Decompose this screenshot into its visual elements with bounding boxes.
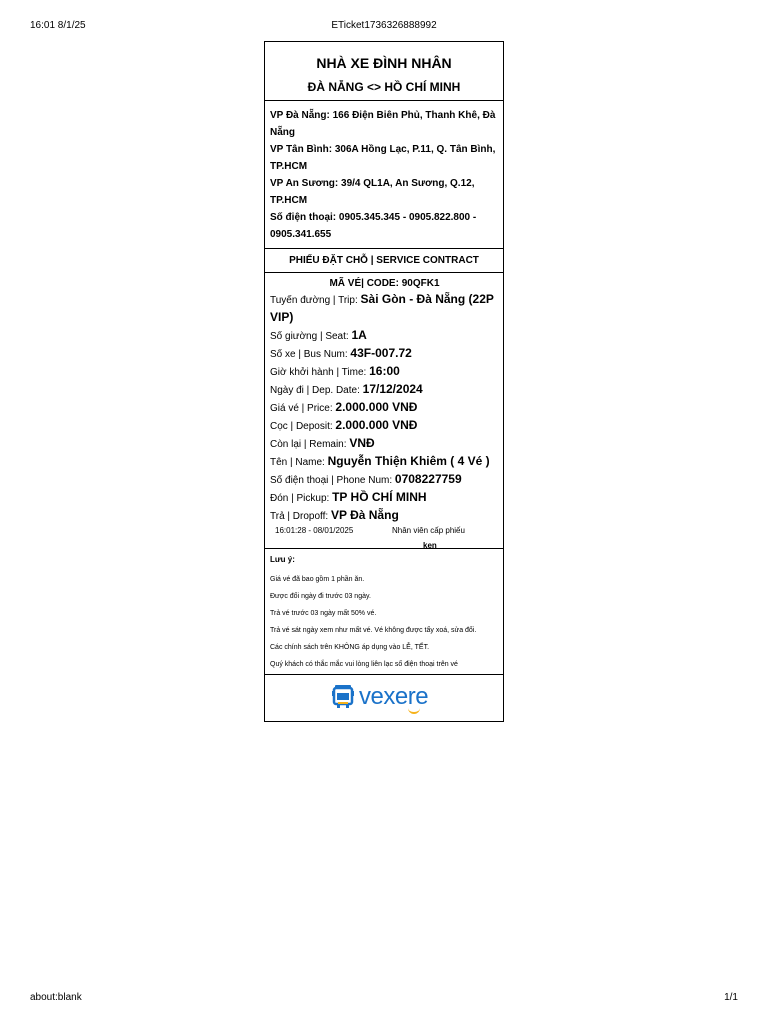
remain-row — [270, 435, 499, 453]
remain-label: Còn lại | Remain: — [270, 439, 347, 450]
eticket — [264, 41, 504, 722]
contract-title: PHIẾU ĐẶT CHỖ | SERVICE CONTRACT — [265, 249, 503, 273]
phone-label: Số điện thoại | Phone Num: — [270, 475, 393, 486]
seat-row — [270, 327, 499, 345]
time-row — [270, 363, 499, 381]
print-page-number: 1/1 — [724, 992, 738, 1003]
dropoff-value: VP Đà Nẵng — [330, 508, 399, 522]
seat-label: Số giường | Seat: — [270, 331, 349, 342]
logo-smile-icon — [408, 707, 420, 714]
note-item: Giá vé đã bao gồm 1 phần ăn. — [270, 576, 365, 583]
deposit-value: 2.000.000 VNĐ — [335, 418, 418, 432]
note-item: Trả vé trước 03 ngày mất 50% vé. — [270, 610, 377, 617]
trip-value: Sài Gòn - Đà Nẵng (22P VIP) — [270, 292, 494, 324]
issuer-name: ken — [423, 541, 437, 550]
pickup-value: TP HỒ CHÍ MINH — [332, 490, 427, 504]
print-datetime: 16:01 8/1/25 — [30, 20, 86, 31]
phone-value: 0708227759 — [394, 472, 462, 486]
date-row — [270, 381, 499, 399]
time-value: 16:00 — [369, 364, 400, 378]
dropoff-label: Trả | Dropoff: — [270, 511, 329, 522]
phone-row — [270, 471, 499, 489]
bus-value: 43F-007.72 — [350, 346, 412, 360]
logo-wordmark: vexere — [359, 683, 429, 710]
office-ansuong: VP An Sương: 39/4 QL1A, An Sương, Q.12, TP.HCM — [270, 178, 475, 206]
office-danang: VP Đà Nẵng: 166 Điện Biên Phủ, Thanh Khê, Đà Nẵng — [270, 110, 496, 138]
print-url: about:blank — [30, 992, 82, 1003]
trip-row — [270, 291, 499, 327]
print-header — [0, 20, 768, 34]
print-footer — [0, 992, 768, 1006]
price-row — [270, 399, 499, 417]
issuer-label: Nhân viên cấp phiếu — [392, 526, 465, 535]
route-title: ĐÀ NẴNG <> HỒ CHÍ MINH — [307, 80, 461, 94]
vexere-logo — [332, 685, 428, 713]
issue-stamp — [270, 525, 499, 539]
date-value: 17/12/2024 — [362, 382, 423, 396]
trip-label: Tuyến đường | Trip: — [270, 295, 358, 306]
dropoff-row — [270, 507, 499, 525]
office-phones: Số điện thoại: 0905.345.345 - 0905.822.800 - 0905.341.655 — [270, 212, 477, 240]
price-label: Giá vé | Price: — [270, 403, 333, 414]
print-doc-title: ETicket1736326888992 — [331, 20, 437, 31]
ticket-header — [265, 42, 503, 101]
remain-value: VNĐ — [349, 436, 375, 450]
bus-row — [270, 345, 499, 363]
notes-title: Lưu ý: — [270, 555, 295, 564]
seat-value: 1A — [351, 328, 367, 342]
pickup-row — [270, 489, 499, 507]
name-value: Nguyễn Thiện Khiêm ( 4 Vé ) — [327, 454, 490, 468]
note-item: Được đổi ngày đi trước 03 ngày. — [270, 593, 371, 600]
bus-icon — [332, 684, 354, 715]
date-label: Ngày đi | Dep. Date: — [270, 385, 360, 396]
name-row — [270, 453, 499, 471]
price-value: 2.000.000 VNĐ — [335, 400, 418, 414]
time-label: Giờ khởi hành | Time: — [270, 367, 367, 378]
name-label: Tên | Name: — [270, 457, 325, 468]
bus-label: Số xe | Bus Num: — [270, 349, 348, 360]
company-name: NHÀ XE ĐÌNH NHÂN — [316, 55, 452, 71]
note-item: Quý khách có thắc mắc vui lòng liên lạc số điện thoại trên vé — [270, 661, 458, 668]
note-item: Các chính sách trên KHÔNG áp dụng vào LỄ, TẾT. — [270, 644, 430, 651]
deposit-label: Cọc | Deposit: — [270, 421, 333, 432]
logo-section — [265, 675, 503, 721]
office-tanbinh: VP Tân Bình: 306A Hồng Lạc, P.11, Q. Tân Bình, TP.HCM — [270, 144, 496, 172]
deposit-row — [270, 417, 499, 435]
notes-section — [265, 549, 503, 675]
ticket-details — [265, 273, 503, 549]
office-list — [265, 101, 503, 249]
issuer-row — [270, 539, 499, 553]
note-item: Trả vé sát ngày xem như mất vé. Vé không được tẩy xoá, sửa đổi. — [270, 627, 477, 634]
issued-at: 16:01:28 - 08/01/2025 — [275, 526, 354, 535]
pickup-label: Đón | Pickup: — [270, 493, 330, 504]
ticket-code: MÃ VÉ| CODE: 90QFK1 — [329, 278, 440, 289]
